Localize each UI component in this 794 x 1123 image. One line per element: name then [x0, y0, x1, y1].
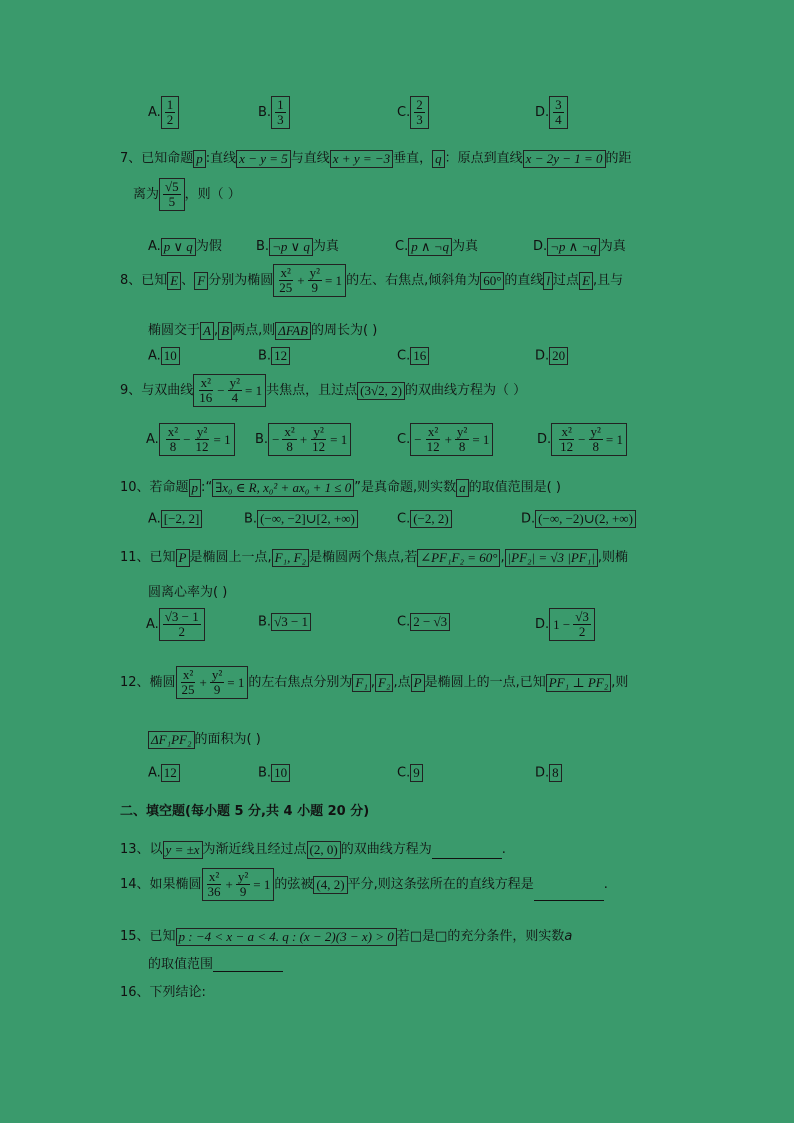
- math-conditions: p : −4 < x − a < 4. q : (x − 2)(3 − x) > 0: [176, 928, 397, 946]
- math-p: p: [189, 479, 202, 497]
- math-b: B: [218, 322, 232, 340]
- option-math: ¬p ∨ q: [269, 238, 313, 256]
- q9-option-b[interactable]: [255, 423, 351, 456]
- math-e: E: [167, 272, 181, 290]
- q7-stem-line2: [133, 178, 241, 211]
- equals-one: = 1: [605, 431, 623, 447]
- answer-blank[interactable]: [432, 858, 502, 859]
- stem-text: “: [205, 480, 213, 495]
- equals-one: = 1: [330, 431, 348, 447]
- denominator: 12: [195, 439, 209, 454]
- stem-text: 的取值范围: [148, 957, 214, 972]
- stem-text: 是□: [422, 929, 448, 944]
- numerator: x²: [427, 424, 439, 439]
- denominator: 16: [199, 390, 213, 405]
- stem-text: ,且与: [593, 273, 624, 288]
- q10-option-d[interactable]: [521, 510, 636, 528]
- stem-text: 平分,则这条弦所在的直线方程是: [347, 877, 534, 892]
- option-fraction: [161, 96, 180, 129]
- stem-text: 圆离心率为( ): [148, 585, 228, 600]
- numerator: √3 − 1: [164, 609, 199, 624]
- stem-text: 的取值范围是( ): [468, 480, 561, 495]
- stem-text: .: [501, 842, 506, 857]
- q8-option-b[interactable]: [258, 347, 290, 365]
- answer-blank[interactable]: [213, 971, 283, 972]
- denominator: 2: [578, 624, 586, 639]
- option-letter: C.: [397, 432, 411, 447]
- operator: +: [299, 431, 308, 447]
- numerator: y²: [229, 375, 241, 390]
- question-number: 9、与双曲线: [120, 383, 194, 398]
- math-line3: x − 2y − 1 = 0: [523, 150, 606, 168]
- option-letter: C.: [397, 511, 411, 527]
- q11-option-c[interactable]: [397, 613, 450, 631]
- option-fraction: [549, 96, 568, 129]
- section-heading: 二、填空题(每小题 5 分,共 4 小题 20 分): [120, 804, 370, 819]
- numerator: y²: [196, 424, 208, 439]
- q8-option-d[interactable]: [535, 347, 568, 365]
- q15-stem-line1: [120, 925, 572, 946]
- q10-stem: [120, 476, 561, 497]
- option-fraction: [159, 608, 205, 641]
- option-letter: A.: [148, 765, 161, 781]
- q12-option-c[interactable]: [397, 764, 423, 782]
- stem-text: ”: [354, 480, 361, 495]
- option-value: 8: [549, 764, 562, 782]
- numerator: 1: [277, 97, 284, 112]
- option-value: 12: [271, 347, 290, 365]
- option-letter: B.: [255, 432, 269, 447]
- option-letter: A.: [148, 348, 161, 364]
- equals-one: = 1: [324, 272, 343, 288]
- math-angle: ∠PF₁F₂ = 60°: [417, 549, 500, 567]
- stem-text: :直线: [205, 151, 237, 166]
- stem-text: 、: [181, 273, 195, 288]
- q8-option-a[interactable]: [148, 347, 180, 365]
- option-letter: B.: [258, 614, 272, 630]
- numerator: x²: [167, 424, 179, 439]
- option-letter: C.: [395, 239, 409, 254]
- math-relation: |PF₂| = √3 |PF₁|: [505, 549, 598, 567]
- q6-option-b[interactable]: [258, 96, 290, 129]
- numerator: 3: [555, 97, 562, 112]
- option-equation: [551, 423, 627, 456]
- stem-text: 若□: [396, 929, 423, 944]
- math-triangle: ΔF₁PF₂: [148, 731, 195, 749]
- math-f2: F₂: [375, 674, 393, 692]
- denominator: 25: [279, 280, 293, 295]
- denominator: 8: [592, 439, 599, 454]
- option-value: [−2, 2]: [161, 510, 203, 528]
- option-value: (−∞, −2]∪[2, +∞): [257, 510, 358, 528]
- denominator: 8: [169, 439, 177, 454]
- q7-stem-line1: [120, 147, 632, 168]
- option-letter: C.: [397, 105, 411, 120]
- q13-stem: [120, 838, 506, 859]
- stem-text: 椭圆交于: [148, 323, 201, 338]
- math-line2: x + y = −3: [330, 150, 393, 168]
- math-q: q: [432, 150, 445, 168]
- equals-one: = 1: [245, 382, 263, 398]
- equals-one: = 1: [213, 431, 231, 447]
- denominator: 9: [213, 682, 221, 697]
- option-fraction: [410, 96, 429, 129]
- option-letter: D.: [521, 511, 536, 527]
- denominator: 8: [458, 439, 466, 454]
- denominator: 25: [181, 682, 195, 697]
- q8-option-c[interactable]: [397, 347, 429, 365]
- q11-stem-line2: [148, 581, 227, 600]
- stem-text: 的面积为( ): [194, 732, 261, 747]
- equals-one: = 1: [472, 431, 490, 447]
- option-equation: [268, 423, 351, 456]
- option-value: (−2, 2): [410, 510, 452, 528]
- stem-text: 是椭圆两个焦点,若: [309, 550, 418, 565]
- stem-text: 的充分条件，则实数: [447, 929, 565, 944]
- denominator: 3: [277, 112, 284, 127]
- denominator: 9: [311, 280, 319, 295]
- denominator: 9: [239, 884, 247, 899]
- denominator: 3: [416, 112, 423, 127]
- q12-option-a[interactable]: [148, 764, 180, 782]
- stem-text: .: [603, 877, 608, 892]
- numerator: x²: [208, 869, 220, 884]
- math-e: E: [579, 272, 593, 290]
- option-letter: B.: [258, 765, 272, 781]
- distance-fraction: [159, 178, 185, 211]
- numerator: y²: [237, 869, 249, 884]
- numerator: y²: [313, 424, 324, 439]
- question-number: 15、已知: [120, 929, 176, 944]
- math-point: (4, 2): [313, 876, 347, 894]
- ellipse-equation: [202, 868, 275, 901]
- stem-text: ,: [370, 675, 376, 690]
- numerator: x²: [182, 667, 194, 682]
- option-letter: A.: [148, 511, 161, 527]
- q9-stem: [120, 374, 526, 407]
- stem-text: ,: [500, 550, 505, 565]
- option-letter: A.: [146, 432, 159, 447]
- q6-option-c[interactable]: [397, 96, 429, 129]
- q11-option-d[interactable]: [535, 608, 595, 641]
- math-a: A: [200, 322, 214, 340]
- math-triangle: ΔFAB: [275, 322, 311, 340]
- stem-text: 与直线: [290, 151, 330, 166]
- question-number: 11、已知: [120, 550, 176, 565]
- option-value: 10: [161, 347, 180, 365]
- stem-text: 是椭圆上的一点,已知: [424, 675, 546, 690]
- denominator: 12: [560, 439, 574, 454]
- option-letter: D.: [535, 617, 550, 632]
- option-value: 10: [271, 764, 290, 782]
- denominator: 8: [286, 439, 293, 454]
- option-letter: C.: [397, 348, 411, 364]
- math-perpendicular: PF₁ ⊥ PF₂: [546, 674, 612, 692]
- operator: −: [414, 431, 422, 447]
- stem-text: ,则: [611, 675, 629, 690]
- option-text: 为真: [312, 239, 339, 254]
- option-letter: D.: [535, 348, 550, 364]
- numerator: x²: [200, 375, 211, 390]
- operator: +: [225, 876, 233, 892]
- option-value: 20: [549, 347, 568, 365]
- q6-option-a[interactable]: [148, 96, 179, 129]
- math-f1: F₁: [352, 674, 370, 692]
- numerator: 2: [416, 97, 423, 112]
- stem-text: 共焦点，且过点: [266, 383, 358, 398]
- hyperbola-equation: [193, 374, 266, 407]
- option-math: ¬p ∧ ¬q: [547, 238, 600, 256]
- q7-option-a[interactable]: [148, 235, 222, 256]
- option-letter: D.: [537, 432, 552, 447]
- denominator: 12: [312, 439, 326, 454]
- option-letter: B.: [258, 105, 272, 120]
- option-letter: D.: [535, 765, 550, 781]
- stem-text: 的双曲线方程为: [340, 842, 432, 857]
- stem-text: ,点: [393, 675, 411, 690]
- option-letter: B.: [258, 348, 272, 364]
- stem-text: 分别为椭圆: [208, 273, 274, 288]
- operator: −: [578, 431, 586, 447]
- denominator: 2: [178, 624, 186, 639]
- math-a: a: [564, 929, 573, 944]
- option-letter: B.: [244, 511, 258, 527]
- question-number: 12、椭圆: [120, 675, 176, 690]
- numerator: y²: [309, 265, 320, 280]
- option-fraction: [271, 96, 290, 129]
- stem-text: 为渐近线且经过点: [202, 842, 307, 857]
- q6-option-d[interactable]: [535, 96, 568, 129]
- math-angle: 60°: [480, 272, 504, 290]
- numerator: x²: [284, 424, 295, 439]
- denominator: 36: [207, 884, 221, 899]
- question-number: 8、已知: [120, 273, 168, 288]
- stem-text: 离为: [133, 187, 160, 202]
- ellipse-equation: [176, 666, 249, 699]
- stem-text: 的周长为( ): [310, 323, 378, 338]
- numerator: y²: [590, 424, 601, 439]
- operator: −: [217, 382, 225, 398]
- q9-option-d[interactable]: [537, 423, 627, 456]
- math-line1: x − y = 5: [236, 150, 291, 168]
- option-letter: A.: [148, 105, 161, 120]
- stem-text: 是真命题,则实数: [361, 480, 457, 495]
- q7-option-b[interactable]: [256, 235, 339, 256]
- math-point: (3√2, 2): [357, 382, 405, 400]
- equals-one: = 1: [253, 876, 271, 892]
- stem-text: 的左右焦点分别为: [248, 675, 353, 690]
- option-math: p ∧ ¬q: [408, 238, 452, 256]
- denominator: 4: [555, 112, 562, 127]
- option-letter: A.: [146, 617, 159, 632]
- math-p: P: [411, 674, 425, 692]
- option-letter: D.: [535, 105, 550, 120]
- option-letter: B.: [256, 239, 270, 254]
- option-equation: [410, 423, 493, 456]
- math-p: P: [176, 549, 190, 567]
- math-l: l: [543, 272, 553, 290]
- stem-text: ，则（ ）: [184, 187, 241, 202]
- q10-option-b[interactable]: [244, 510, 358, 528]
- q9-option-c[interactable]: [397, 423, 493, 456]
- q7-option-d[interactable]: [533, 235, 626, 256]
- option-text: 为假: [195, 239, 222, 254]
- math-p: p: [193, 150, 206, 168]
- option-value: 2 − √3: [410, 613, 450, 631]
- question-number: 7、已知命题: [120, 151, 194, 166]
- question-number: 13、以: [120, 842, 163, 857]
- math-asymptote: y = ±x: [163, 841, 203, 859]
- stem-text: 垂直，: [393, 151, 433, 166]
- stem-text: 的左、右焦点,倾斜角为: [346, 273, 481, 288]
- denominator: 12: [426, 439, 440, 454]
- numerator: y²: [456, 424, 468, 439]
- stem-text: 的双曲线方程为（ ）: [404, 383, 527, 398]
- operator: −: [183, 431, 191, 447]
- q9-option-a[interactable]: [146, 423, 235, 456]
- operator: −: [272, 431, 280, 447]
- stem-text: :: [201, 480, 206, 495]
- operator: 1 −: [553, 616, 571, 632]
- equals-one: = 1: [227, 674, 245, 690]
- stem-text: 的直线: [504, 273, 544, 288]
- option-value: 16: [410, 347, 429, 365]
- math-a: a: [456, 479, 469, 497]
- denominator: 2: [166, 112, 174, 127]
- q12-option-d[interactable]: [535, 764, 562, 782]
- stem-text: ,: [213, 323, 219, 338]
- option-text: 为真: [599, 239, 626, 254]
- stem-text: 过点: [553, 273, 580, 288]
- numerator: √3: [575, 609, 589, 624]
- q8-stem-line2: [148, 319, 377, 340]
- option-text: 为真: [452, 239, 479, 254]
- numerator: √5: [165, 179, 179, 194]
- option-value: 9: [410, 764, 423, 782]
- numerator: y²: [211, 667, 223, 682]
- stem-text: 两点,则: [232, 323, 276, 338]
- numerator: x²: [280, 265, 291, 280]
- option-equation: [159, 423, 235, 456]
- question-number: 10、若命题: [120, 480, 189, 495]
- answer-blank[interactable]: [534, 900, 604, 901]
- math-f: F: [194, 272, 208, 290]
- operator: +: [297, 272, 305, 288]
- option-letter: C.: [397, 614, 411, 630]
- option-letter: D.: [533, 239, 548, 254]
- operator: +: [199, 674, 207, 690]
- option-math: p ∨ q: [161, 238, 196, 256]
- ellipse-equation: [273, 264, 346, 297]
- math-proposition: ∃x₀ ∈ R, x₀² + ax₀ + 1 ≤ 0: [212, 479, 354, 497]
- math-point: (2, 0): [307, 841, 341, 859]
- option-letter: C.: [397, 765, 411, 781]
- denominator: 4: [231, 390, 239, 405]
- stem-text: 是椭圆上一点,: [189, 550, 272, 565]
- denominator: 5: [168, 194, 176, 209]
- q12-stem-line2: [148, 728, 261, 749]
- q16-stem: 16、下列结论:: [120, 985, 206, 1000]
- q11-option-a[interactable]: [146, 608, 205, 641]
- question-number: 14、如果椭圆: [120, 877, 202, 892]
- q8-stem-line1: [120, 264, 623, 297]
- q15-stem-line2: [148, 953, 283, 972]
- option-value: 12: [161, 764, 180, 782]
- q10-option-c[interactable]: [397, 510, 452, 528]
- q11-stem-line1: [120, 546, 628, 567]
- option-letter: A.: [148, 239, 161, 254]
- stem-text: ,则椭: [597, 550, 628, 565]
- q12-stem-line1: [120, 666, 628, 699]
- q14-stem: [120, 868, 608, 901]
- option-value: (−∞, −2)∪(2, +∞): [535, 510, 636, 528]
- operator: +: [444, 431, 452, 447]
- q12-option-b[interactable]: [258, 764, 290, 782]
- math-foci: F₁, F₂: [272, 549, 309, 567]
- option-expression: [549, 608, 595, 641]
- q7-option-c[interactable]: [395, 235, 478, 256]
- stem-text: 的距: [605, 151, 632, 166]
- option-value: √3 − 1: [271, 613, 311, 631]
- stem-text: ：原点到直线: [444, 151, 523, 166]
- numerator: 1: [166, 97, 174, 112]
- q10-option-a[interactable]: [148, 510, 202, 528]
- q11-option-b[interactable]: [258, 613, 311, 631]
- numerator: x²: [561, 424, 572, 439]
- stem-text: 的弦被: [274, 877, 314, 892]
